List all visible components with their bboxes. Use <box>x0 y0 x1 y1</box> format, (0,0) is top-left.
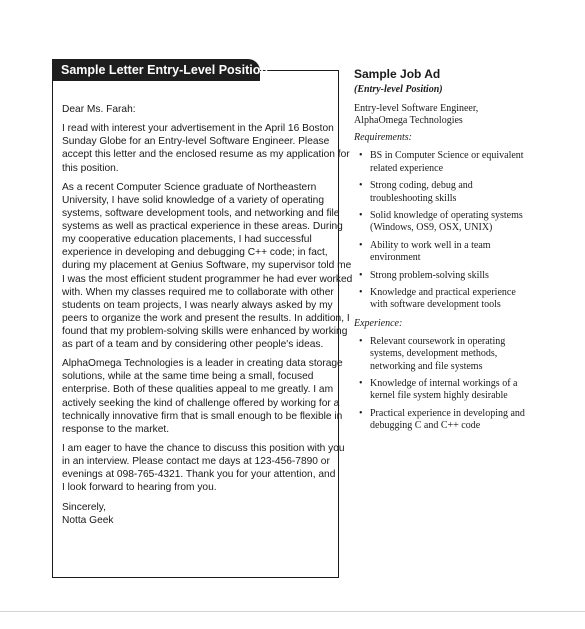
bullet-icon: • <box>359 180 363 192</box>
letter-signature: Notta Geek <box>62 514 114 526</box>
letter-line: students on team projects, I was nearly always asked by my <box>62 299 333 311</box>
letter-body <box>62 103 353 533</box>
bullet-icon: • <box>359 378 363 390</box>
letter-line: I read with interest your advertisement in the April 16 Boston <box>62 123 334 135</box>
bullet-line: Ability to work well in a team <box>370 239 491 251</box>
letter-paragraph <box>62 442 345 494</box>
letter-paragraph <box>62 122 350 174</box>
requirements-list <box>354 150 582 311</box>
role-line: Entry-level Software Engineer, <box>354 102 479 114</box>
experience-heading: Experience: <box>354 317 403 329</box>
experience-item <box>354 408 582 433</box>
letter-line: response to the market. <box>62 423 170 435</box>
letter-line: this position. <box>62 162 119 174</box>
letter-line: technically innovative firm that is small enough to be flexible in <box>62 410 343 422</box>
bullet-line: Knowledge and practical experience <box>370 287 516 299</box>
bullet-line: related experience <box>370 162 444 174</box>
experience-item <box>354 336 582 373</box>
requirement-item <box>354 210 582 235</box>
bullet-line: BS in Computer Science or equivalent <box>370 150 524 162</box>
letter-line: actively seeking the kind of challenge offered by working for a <box>62 397 340 409</box>
requirements-heading: Requirements: <box>354 132 412 144</box>
bullet-line: troubleshooting skills <box>370 192 457 204</box>
letter-line: in an interview. Please contact me days at 123-456-7890 or <box>62 456 330 468</box>
letter-line: experience in developing and debugging C++ code; in fact, <box>62 247 328 259</box>
bullet-line: networking and file systems <box>370 360 483 372</box>
letter-line: during my placement at Genius Software, my supervisor told me <box>62 260 352 272</box>
letter-line: systems, software development tools, and networking and file <box>62 208 340 220</box>
bullet-line: Practical experience in developing and <box>370 407 525 419</box>
letter-line: found that my problem-solving skills were enhanced by working <box>62 325 348 337</box>
role-line: AlphaOmega Technologies <box>354 114 463 126</box>
requirement-item <box>354 270 582 282</box>
experience-item <box>354 378 582 403</box>
letter-line: enterprise. Both of these qualities appeal to me greatly. I am <box>62 384 334 396</box>
bullet-line: environment <box>370 252 421 264</box>
bullet-line: Solid knowledge of operating systems <box>370 210 523 222</box>
letter-line: I look forward to hearing from you. <box>62 482 217 494</box>
experience-list <box>354 336 582 432</box>
letter-line: as part of a team and by considering other people's ideas. <box>62 338 324 350</box>
bullet-line: debugging C and C++ code <box>370 420 481 432</box>
letter-line: Sunday Globe for an Entry-level Software Engineer. Please <box>62 136 330 148</box>
page-bottom-edge <box>0 611 585 612</box>
requirement-item <box>354 180 582 205</box>
letter-line: accept this letter and the enclosed resume as my application for <box>62 149 350 161</box>
letter-paragraph <box>62 181 353 351</box>
letter-line: AlphaOmega Technologies is a leader in creating data storage <box>62 358 343 370</box>
bullet-line: with software development tools <box>370 299 501 311</box>
letter-line: peers to organize the work and present the results. In addition, I <box>62 312 350 324</box>
job-ad-role <box>354 103 582 128</box>
requirement-item <box>354 287 582 312</box>
bullet-line: Knowledge of internal workings of a <box>370 378 518 390</box>
letter-line: evenings at 098-765-4321. Thank you for your attention, and <box>62 469 336 481</box>
bullet-line: (Windows, OS9, OSX, UNIX) <box>370 222 493 234</box>
letter-line: University, I have solid knowledge of a variety of operating <box>62 194 324 206</box>
letter-paragraph <box>62 357 343 436</box>
letter-line: I am eager to have the chance to discuss this position with you <box>62 443 345 454</box>
job-ad-panel <box>354 68 582 438</box>
bullet-line: Strong problem-solving skills <box>370 269 489 281</box>
bullet-line: Relevant coursework in operating <box>370 335 506 347</box>
bullet-icon: • <box>359 210 363 222</box>
letter-line: my cooperative education placements, I had successful <box>62 234 312 246</box>
bullet-icon: • <box>359 287 363 299</box>
letter-line: I was the most efficient student programmer he had ever worked <box>62 273 353 285</box>
letter-line: solutions, while at the same time being a small, focused <box>62 371 314 383</box>
requirement-item <box>354 240 582 265</box>
requirement-item <box>354 150 582 175</box>
letter-line: systems as well as practical experience in these areas. During <box>62 221 343 233</box>
bullet-icon: • <box>359 150 363 162</box>
job-ad-title: Sample Job Ad <box>354 67 441 81</box>
letter-line: As a recent Computer Science graduate of Northeastern <box>62 181 317 193</box>
bullet-line: systems, development methods, <box>370 348 498 360</box>
letter-salutation: Dear Ms. Farah: <box>62 104 136 115</box>
job-ad-subtitle: (Entry-level Position) <box>354 84 443 96</box>
bullet-icon: • <box>359 335 363 347</box>
letter-title-tab: Sample Letter Entry-Level Position <box>52 59 260 81</box>
letter-closing: Sincerely, <box>62 501 106 513</box>
bullet-icon: • <box>359 239 363 251</box>
letter-line: with. When my classes required me to collaborate with other <box>62 286 334 298</box>
bullet-line: kernel file system highly desirable <box>370 390 508 402</box>
bullet-icon: • <box>359 269 363 281</box>
bullet-icon: • <box>359 407 363 419</box>
bullet-line: Strong coding, debug and <box>370 180 473 192</box>
